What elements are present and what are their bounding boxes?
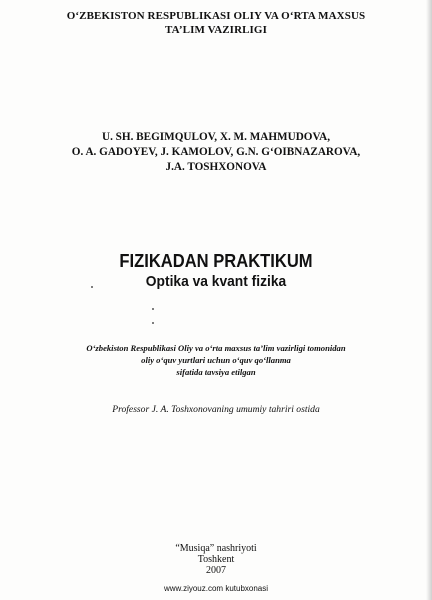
book-title: FIZIKADAN PRAKTIKUM	[119, 251, 313, 271]
book-subtitle: Optika va kvant fizika	[145, 273, 287, 290]
publisher-year: 2007	[206, 565, 226, 576]
approval-statement	[0, 342, 432, 378]
scan-speck	[152, 308, 154, 310]
scan-speck	[91, 286, 93, 288]
approval-line-3: sifatida tavsiya etilgan	[176, 367, 256, 377]
scan-speck	[152, 322, 154, 324]
approval-line-2: oliy o‘quv yurtlari uchun o‘quv qo‘llanma	[141, 355, 291, 365]
page-edge-shadow	[426, 0, 432, 600]
ministry-line-2: TA’LIM VAZIRLIGI	[165, 24, 267, 36]
authors-line-2: O. A. GADOYEV, J. KAMOLOV, G.N. G‘OIBNAZAROVA,	[71, 146, 361, 158]
publisher-name: “Musiqa” nashriyoti	[175, 543, 257, 554]
authors-line-1: U. SH. BEGIMQULOV, X. M. MAHMUDOVA,	[101, 131, 330, 143]
editor-note: Professor J. A. Toshxonovaning umumiy tahriri ostida	[112, 404, 320, 415]
authors-line-3: J.A. TOSHXONOVA	[165, 161, 267, 173]
publisher-info	[0, 543, 432, 576]
ministry-line-1: O‘ZBEKISTON RESPUBLIKASI OLIY VA O‘RTA MAXSUS	[66, 10, 366, 22]
ministry-header	[0, 9, 432, 37]
approval-line-1: O‘zbekiston Respublikasi Oliy va o‘rta maxsus ta’lim vazirligi tomonidan	[86, 343, 346, 353]
website-footer: www.ziyouz.com kutubxonasi	[163, 584, 269, 593]
publisher-city: Toshkent	[197, 554, 235, 565]
authors-list	[0, 130, 432, 175]
